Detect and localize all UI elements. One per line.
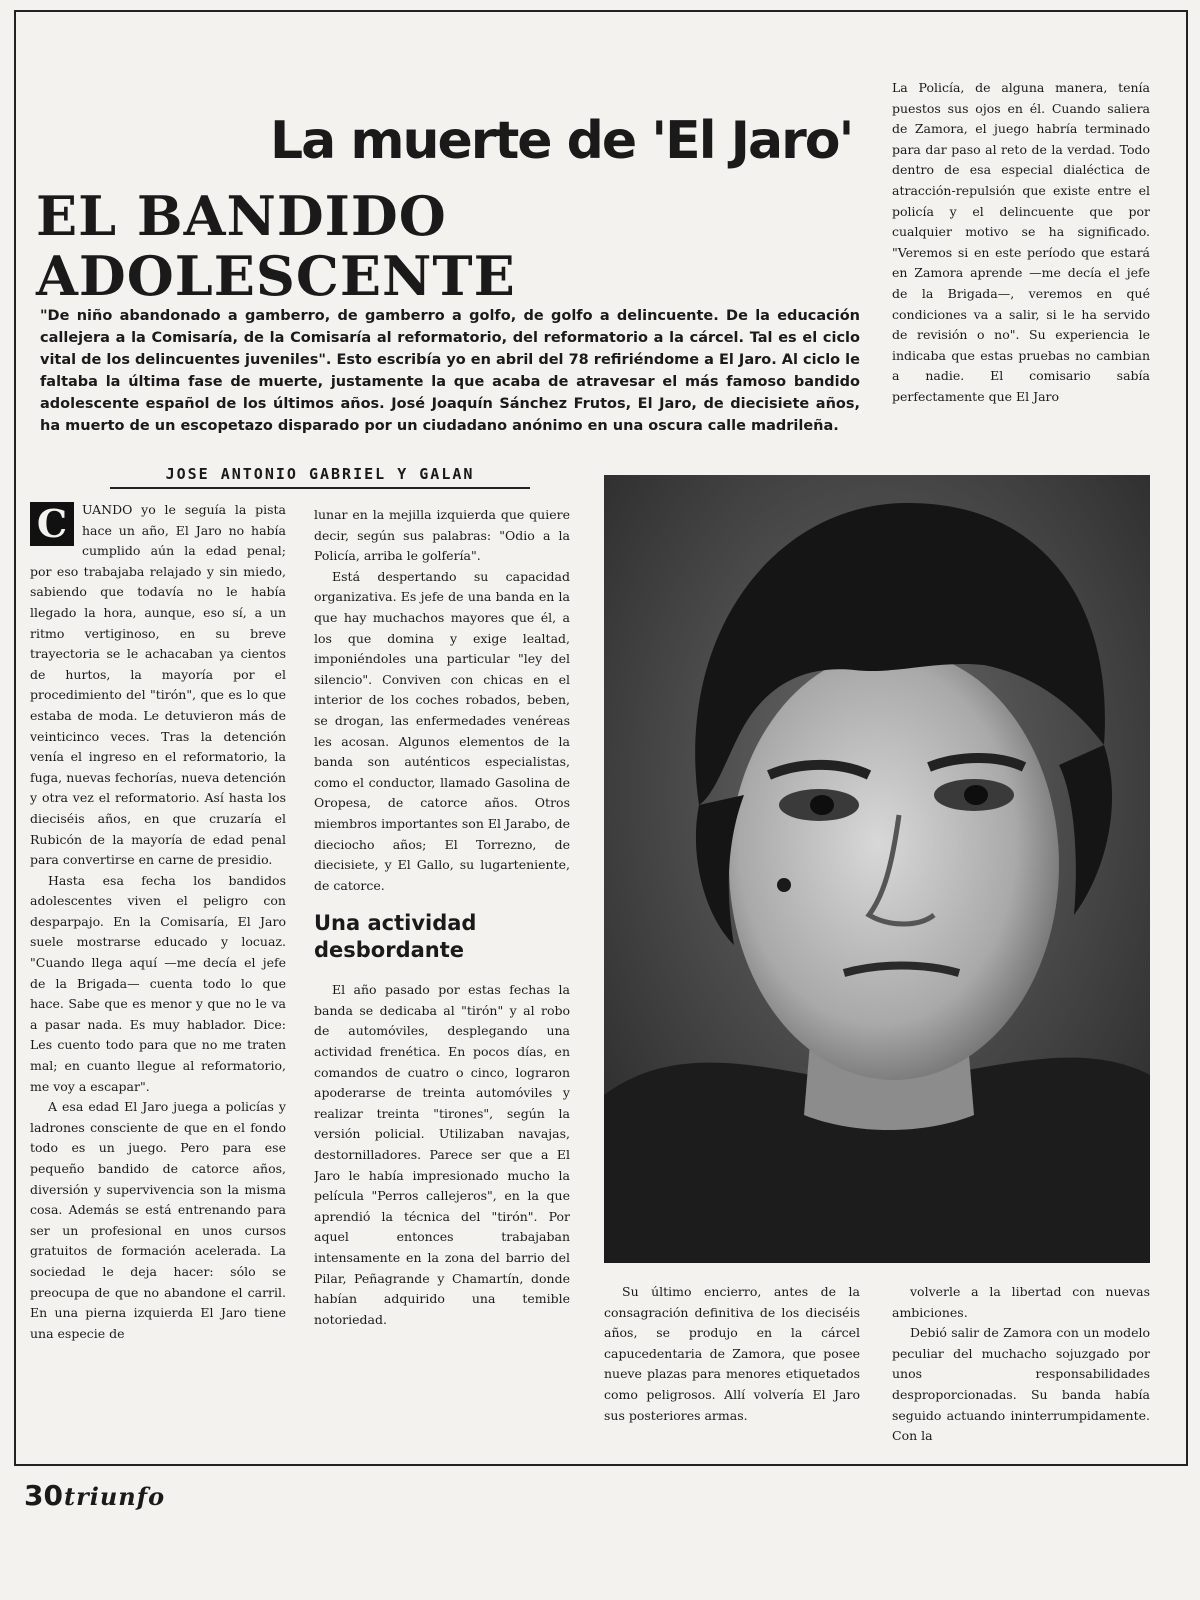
column-right-top bbox=[892, 78, 1150, 456]
portrait-illustration bbox=[604, 475, 1150, 1263]
column-paragraph: Hasta esa fecha los bandidos adolescentes viven el peligro con desparpajo. En la Comisaría, El Jaro suele mostrarse educado y locuaz. "Cuando llega aquí —me decía el jefe de la Brigada— cuenta todo lo que hace. Sabe que es menor y que no le va a pasar nada. Es muy hablador. Dice: Les cuento todo para que no me traten mal; en cuanto llegue al reformatorio, me voy a escapar". bbox=[30, 872, 286, 1094]
column-paragraph: Su último encierro, antes de la consagración definitiva de los dieciséis años, se produjo en la cárcel capucedentaria de Zamora, que posee nueve plazas para menores etiquetados como peligrosos. Allí volvería El Jaro sus posteriores armas. bbox=[604, 1284, 860, 1423]
dropcap: C bbox=[30, 502, 74, 546]
article-lead: "De niño abandonado a gamberro, de gamberro a golfo, de golfo a delincuente. De la educación callejera a la Comisaría, de la Comisaría al reformatorio, del reformatorio a la cárcel. Tal es el ciclo vital de los delincuentes juveniles". Esto escribía yo en abril del 78 refiriéndome a El Jaro. Al ciclo le faltaba la última fase de muerte, justamente la que acaba de atravesar el más famoso bandido adolescente español de los últimos años. José Joaquín Sánchez Frutos, El Jaro, de diecisiete años, ha muerto de un escopetazo disparado por un ciudadano anónimo en una oscura calle madrileña. bbox=[40, 307, 860, 434]
portrait-photo bbox=[604, 475, 1150, 1263]
headline-kicker: La muerte de 'El Jaro' bbox=[270, 110, 853, 171]
page-number: 30 bbox=[24, 1479, 63, 1512]
column-paragraph: Debió salir de Zamora con un modelo peculiar del muchacho sojuzgado por unos responsabilidades desproporcionadas. Su banda había seguido actuando ininterrumpidamente. Con la bbox=[892, 1325, 1150, 1444]
column-4 bbox=[892, 1282, 1150, 1450]
column-3 bbox=[604, 1282, 860, 1450]
column-1 bbox=[30, 500, 286, 1448]
column-paragraph: volverle a la libertad con nuevas ambiciones. bbox=[892, 1284, 1150, 1320]
column-paragraph: Está despertando su capacidad organizativa. Es jefe de una banda en la que hay muchachos mayores que él, a los que domina y exige lealtad, imponiéndoles una particular "ley del silencio". Conviven con chicas en el interior de los coches robados, beben, se drogan, las enfermedades venéreas les acosan. Algunos elementos de la banda son auténticos especialistas, como el conductor, llamado Gasolina de Oropesa, de catorce años. Otros miembros importantes son El Jarabo, de dieciocho años; El Torrezno, de diecisiete, y El Gallo, su lugarteniente, de catorce. bbox=[314, 568, 570, 893]
column-paragraph: La Policía, de alguna manera, tenía puestos sus ojos en él. Cuando saliera de Zamora, el juego habría terminado para dar paso al reto de la verdad. Todo dentro de esa especial dialéctica de atracción-repulsión que existe entre el policía y el delincuente que por cualquier motivo se ha significado. "Veremos si en este período que estará en Zamora aprende —me decía el jefe de la Brigada—, veremos en qué condiciones va a salir, si le ha servido de revisión o no". Su experiencia le indicaba que estas pruebas no cambian a nadie. El comisario sabía perfectamente que El Jaro bbox=[892, 80, 1150, 404]
section-subhead: Una actividad desbordante bbox=[314, 911, 477, 963]
byline: JOSE ANTONIO GABRIEL Y GALAN bbox=[110, 465, 530, 489]
column-paragraph: A esa edad El Jaro juega a policías y ladrones consciente de que en el fondo todo es un juego. Pero para ese pequeño bandido de catorce años, diversión y supervivencia son la misma cosa. Además se está entrenando para ser un profesional en unos cursos gratuitos de formación acelerada. La sociedad le deja hacer: sólo se preocupa de que no abandone el carril. En una pierna izquierda El Jaro tiene una especie de bbox=[30, 1099, 286, 1341]
column-2 bbox=[314, 505, 570, 1453]
column-paragraph: lunar en la mejilla izquierda que quiere decir, según sus palabras: "Odio a la Policía, arriba le golfería". bbox=[314, 507, 570, 564]
magazine-masthead: triunfo bbox=[64, 1482, 166, 1511]
column-paragraph: El año pasado por estas fechas la banda se dedicaba al "tirón" y al robo de automóviles, desplegando una actividad frenética. En pocos días, en comandos de cuatro o cinco, lograron apoderarse de treinta automóviles y realizar treinta "tirones", según la versión policial. Utilizaban navajas, destornilladores. Parece ser que a El Jaro le había impresionado mucho la película "Perros callejeros", en la que aprendió la técnica del "tirón". Por aquel entonces trabajaban intensamente en la zona del barrio del Pilar, Peñagrande y Chamartín, donde habían adquirido una temible notoriedad. bbox=[314, 982, 570, 1327]
column-paragraph bbox=[30, 500, 286, 871]
paragraph-text: UANDO yo le seguía la pista hace un año, El Jaro no había cumplido aún la edad penal; por eso trabajaba relajado y sin miedo, sabiendo que todavía no le había llegado la hora, aunque, eso sí, a un ritmo vertiginoso, en su breve trayectoria se le achacaban ya cientos de hurtos, la mayoría por el procedimiento del "tirón", que es lo que estaba de moda. Le detuvieron más de veinticinco veces. Tras la detención venía el ingreso en el reformatorio, la fuga, nuevas fechorías, nueva detención y otra vez el reformatorio. Así hasta los dieciséis años, en que cruzaría el Rubicón de la mayoría de edad penal para convertirse en carne de presidio. bbox=[30, 502, 286, 868]
headline-title: EL BANDIDO ADOLESCENTE bbox=[36, 184, 516, 309]
